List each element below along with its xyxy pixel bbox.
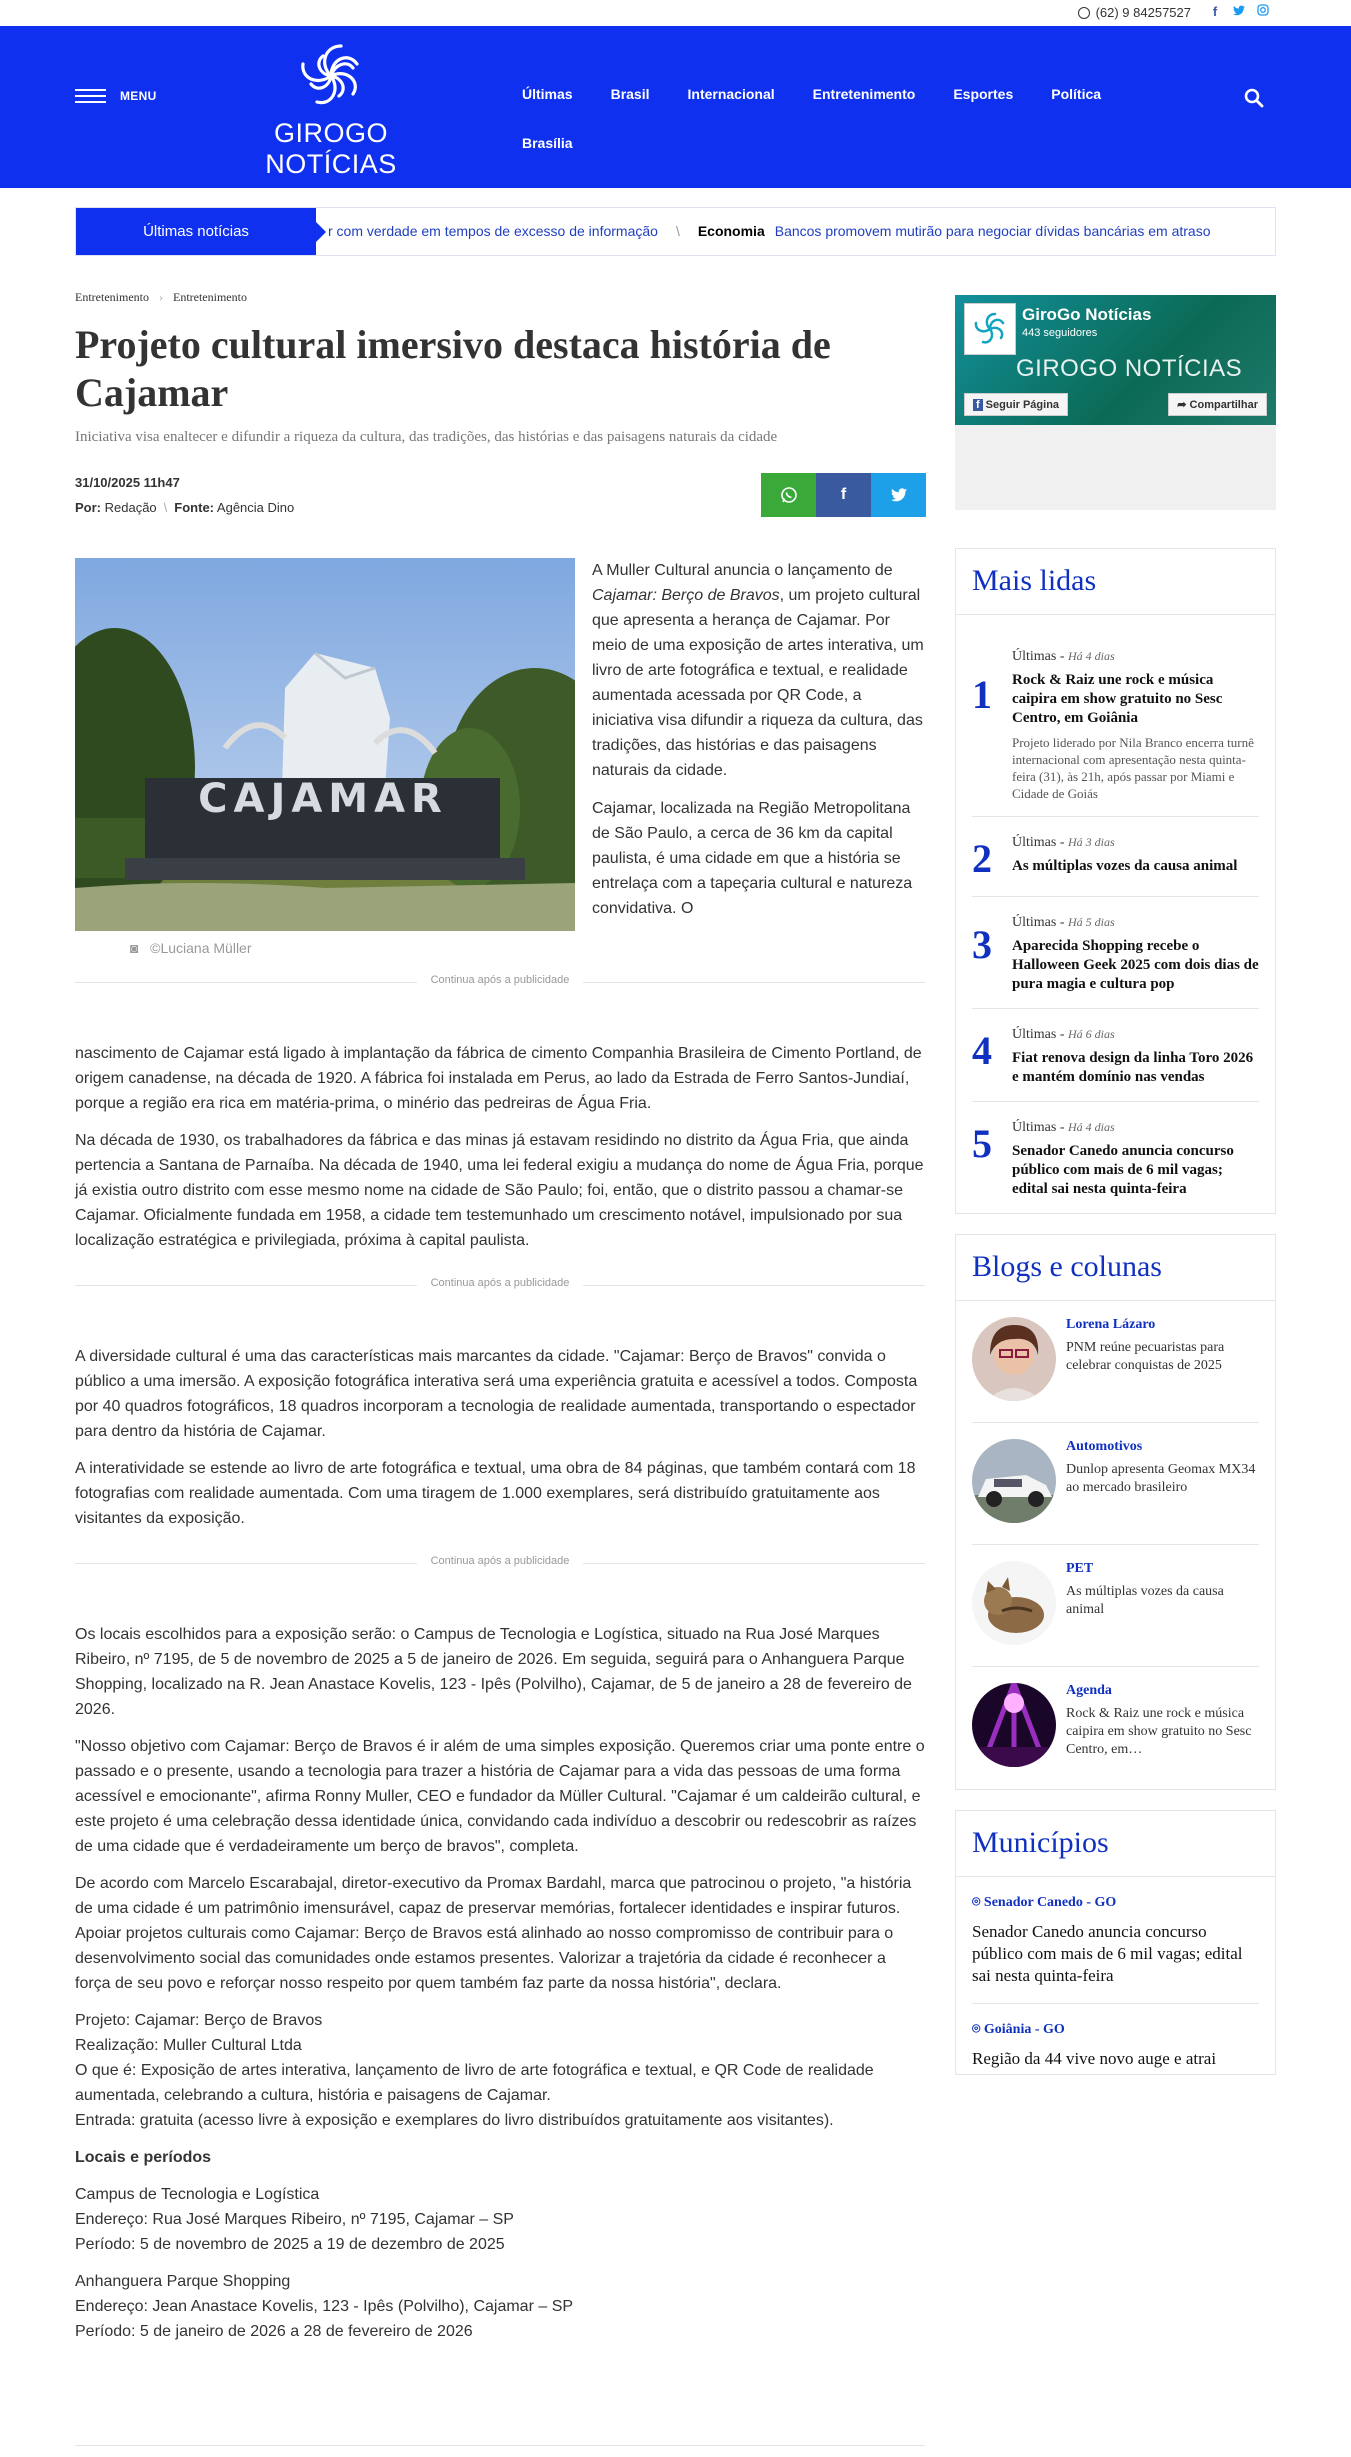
ticker-item[interactable]: r com verdade em tempos de excesso de informação [328, 223, 658, 239]
author: Redação [104, 500, 157, 515]
most-read-heading: Mais lidas [956, 549, 1275, 615]
spiral-logo-icon [970, 309, 1010, 349]
image-caption: ◙ ©Luciana Müller [130, 940, 252, 956]
facebook-page-widget [955, 295, 1276, 510]
blog-item[interactable]: Agenda Rock & Raiz une rock e música caipira em show gratuito no Sesc Centro, em… [972, 1667, 1259, 1789]
facebook-follow-button[interactable]: f Seguir Página [964, 393, 1068, 416]
svg-text:CAJAMAR: CAJAMAR [198, 776, 448, 822]
nav-brasilia[interactable]: Brasília [522, 135, 573, 151]
lead-paragraph: Cajamar, localizada na Região Metropolitana de São Paulo, a cerca de 36 km da capital paulista, é uma cidade em que a história se entrelaça com a tapeçaria cultural e natureza convidativa. O [592, 800, 913, 917]
municipios-heading: Municípios [956, 1811, 1275, 1877]
breadcrumb: Entretenimento › Entretenimento [75, 290, 247, 304]
spiral-logo-icon [291, 38, 371, 114]
facebook-followers: 443 seguidores [1022, 327, 1098, 339]
ticker-items: r com verdade em tempos de excesso de informação \ Economia Bancos promovem mutirão para negociar dívidas bancárias em atraso [328, 223, 1211, 239]
ticker-label: Últimas notícias [76, 208, 316, 255]
ad-separator: Continua após a publicidade [75, 1555, 925, 1571]
facebook-avatar [964, 303, 1016, 355]
article-lead [592, 558, 925, 934]
article-byline: Por: Redação \ Fonte: Agência Dino [75, 500, 295, 515]
facebook-icon: f [973, 399, 983, 411]
main-nav [522, 86, 1202, 184]
locations-heading: Locais e períodos [75, 2149, 212, 2166]
breadcrumb-item[interactable]: Entretenimento [75, 290, 149, 304]
blogs-box [955, 1234, 1276, 1790]
instagram-icon[interactable] [1257, 4, 1269, 19]
search-icon[interactable] [1244, 88, 1264, 108]
location-block: Campus de Tecnologia e Logística Endereço: Rua José Marques Ribeiro, nº 7195, Cajamar – SP Período: 5 de novembro de 2025 a 19 de dezembro de 2025 [75, 2186, 514, 2253]
article-body [75, 1622, 925, 2356]
paragraph: A diversidade cultural é uma das características mais marcantes da cidade. "Cajamar: Berço de Bravos" convida o público a uma imersão. A exposição fotográfica interativa será uma experiência gratuita e acessível a todos. Composta por 40 quadros fotográficos, 18 quadros incorporam a tecnologia de realidade aumentada, transportando o espectador para dentro da história de Cajamar. [75, 1348, 918, 1440]
facebook-share-button[interactable]: ➦ Compartilhar [1168, 393, 1267, 416]
share-twitter-button[interactable] [871, 473, 926, 517]
brand-name: GIROGO NOTÍCIAS [265, 118, 397, 179]
whatsapp-icon [780, 486, 798, 504]
blogs-heading: Blogs e colunas [956, 1235, 1275, 1301]
blog-avatar [972, 1317, 1056, 1401]
twitter-icon [891, 488, 907, 502]
social-links [1197, 4, 1269, 19]
paragraph: "Nosso objetivo com Cajamar: Berço de Bravos é ir além de uma simples exposição. Queremos criar uma ponte entre o passado e o presente, usando a tecnologia para trazer a história de Cajamar para a vida das pessoas de uma forma acessível e emocionante", afirma Ronny Muller, CEO e fundador da Müller Cultural. "Cajamar é um caldeirão cultural, e este projeto é uma celebração dessa identidade única, convidando cada indivíduo a descobrir ou redescobrir as raízes de uma cidade que é verdadeiramente um berço de bravos", completa. [75, 1738, 925, 1855]
article [75, 290, 925, 2340]
blog-thumbnail [972, 1561, 1056, 1645]
top-bar [0, 0, 1351, 26]
article-subtitle: Iniciativa visa enaltecer e difundir a riqueza da cultura, das tradições, das histórias e das paisagens naturais da cidade [75, 429, 778, 445]
location-block: Anhanguera Parque Shopping Endereço: Jean Anastace Kovelis, 123 - Ipês (Polvilho), Cajamar – SP Período: 5 de janeiro de 2026 a 28 de fevereiro de 2026 [75, 2273, 574, 2340]
nav-esportes[interactable]: Esportes [953, 86, 1014, 102]
paragraph: De acordo com Marcelo Escarabajal, diretor-executivo da Promax Bardahl, marca que patrocinou o projeto, "a história de uma cidade é um patrimônio imensurável, capaz de preservar memórias, fortalecer identidades e inspirar futuros. Apoiar projetos culturais como Cajamar: Berço de Bravos está alinhado ao nosso compromisso de contribuir para o desenvolvimento social das comunidades onde estamos presentes. Valorizar a trajetória da cidade é reconhecer a força de seu povo e reforçar nosso respeito por quem também faz parte da nossa história", declara. [75, 1875, 912, 1992]
blog-item[interactable]: Lorena Lázaro PNM reúne pecuaristas para celebrar conquistas de 2025 [972, 1301, 1259, 1423]
camera-icon: ◙ [130, 940, 139, 956]
source: Agência Dino [216, 500, 295, 515]
nav-internacional[interactable]: Internacional [687, 86, 775, 102]
menu-label: MENU [120, 89, 157, 103]
paragraph: Os locais escolhidos para a exposição serão: o Campus de Tecnologia e Logística, situado na Rua José Marques Ribeiro, nº 7195, de 5 de novembro de 2025 a 5 de janeiro de 2026. Em seguida, seguirá para o Anhanguera Parque Shopping, localizado na R. Jean Anastace Kovelis, 123 - Ipês (Polvilho), Cajamar, de 5 de janeiro a 28 de fevereiro de 2026. [75, 1626, 912, 1718]
ticker-item[interactable]: Bancos promovem mutirão para negociar dívidas bancárias em atraso [774, 223, 1211, 239]
ad-separator: Continua após a publicidade [75, 1277, 925, 1293]
municipios-box [955, 1810, 1276, 2075]
paragraph: Na década de 1930, os trabalhadores da fábrica e das minas já estavam residindo no distrito da Água Fria, que ainda pertencia a Santana de Parnaíba. Na década de 1940, uma lei federal exigiu a mudança do nome de Água Fria, porque já existia outro distrito com esse mesmo nome na cidade de São Paulo; foi, então, que o distrito passou a chamar-se Cajamar. Oficialmente fundada em 1958, a cidade tem testemunhado um crescimento notável, impulsionado por sua localização estratégica e privilegiada, próxima à capital paulista. [75, 1132, 924, 1249]
location-pin-icon: ⌾ [972, 1895, 981, 1910]
share-buttons [761, 473, 926, 517]
nav-entretenimento[interactable]: Entretenimento [812, 86, 916, 102]
news-ticker [75, 207, 1276, 256]
most-read-item[interactable]: 1 Últimas - Há 4 dias Rock & Raiz une rock e música caipira em show gratuito no Sesc Centro, em Goiânia Projeto liderado por Nila Branco encerra turnê internacional com apresentação nesta quinta-feira (31), às 21h, após passar por Miami e Cidade de Goiás [972, 615, 1259, 817]
article-title: Projeto cultural imersivo destaca história de Cajamar [75, 322, 831, 415]
phone-number: (62) 9 84257527 [1095, 5, 1191, 20]
menu-button[interactable] [75, 89, 157, 103]
facebook-cover[interactable] [955, 295, 1276, 425]
article-body [75, 1041, 925, 1265]
share-arrow-icon: ➦ [1177, 399, 1187, 411]
most-read-item[interactable]: 3 Últimas - Há 5 dias Aparecida Shopping recebe o Halloween Geek 2025 com dois dias de pura magia e cultura pop [972, 897, 1259, 1009]
most-read-item[interactable]: 4 Últimas - Há 6 dias Fiat renova design da linha Toro 2026 e mantém domínio nas vendas [972, 1009, 1259, 1102]
ad-separator: Continua após a publicidade [75, 974, 925, 990]
blog-item[interactable]: Automotivos Dunlop apresenta Geomax MX34 ao mercado brasileiro [972, 1423, 1259, 1545]
facebook-brand: GIROGO NOTÍCIAS [1016, 355, 1243, 382]
site-logo[interactable] [211, 38, 451, 180]
most-read-item[interactable]: 5 Últimas - Há 4 dias Senador Canedo anuncia concurso público com mais de 6 mil vagas; edital sai nesta quinta-feira [972, 1120, 1234, 1197]
share-whatsapp-button[interactable] [761, 473, 816, 517]
article-end-divider [75, 2445, 925, 2446]
site-header [0, 26, 1351, 188]
blog-item[interactable]: PET As múltiplas vozes da causa animal [972, 1545, 1259, 1667]
contact-phone[interactable] [1078, 5, 1191, 20]
lead-paragraph: A Muller Cultural anuncia o lançamento de Cajamar: Berço de Bravos, um projeto cultural que apresenta a herança de Cajamar. Por meio de uma exposição de artes interativa, um livro de arte fotográfica e textual, e realidade aumentada acessada por QR Code, a iniciativa visa difundir a riqueza da cultura, das tradições, das histórias e das paisagens naturais da cidade. [592, 562, 924, 779]
blog-thumbnail [972, 1683, 1056, 1767]
municipio-item[interactable]: ⌾ Goiânia - GO Região da 44 vive novo auge e atrai [972, 2022, 1217, 2068]
article-date: 31/10/2025 11h47 [75, 475, 180, 490]
facebook-icon: f [840, 486, 847, 503]
location-pin-icon: ⌾ [972, 2022, 981, 2037]
sidebar [955, 295, 1276, 2075]
twitter-icon[interactable] [1233, 4, 1245, 19]
blog-thumbnail [972, 1439, 1056, 1523]
article-body [75, 1344, 925, 1543]
article-image[interactable] [75, 558, 575, 931]
ticker-category: Economia [697, 223, 765, 239]
paragraph: nascimento de Cajamar está ligado à implantação da fábrica de cimento Companhia Brasileira de Cimento Portland, de origem canadense, na década de 1920. A fábrica foi instalada em Perus, ao lado da Estrada de Ferro Santos-Jundiaí, porque a região era rica em matéria-prima, o minério das pedreiras de Água Fria. [75, 1045, 922, 1112]
hamburger-icon [75, 89, 106, 103]
nav-brasil[interactable]: Brasil [610, 86, 650, 102]
facebook-icon[interactable]: f [1212, 4, 1218, 19]
share-facebook-button[interactable] [816, 473, 871, 517]
nav-ultimas[interactable]: Últimas [522, 86, 573, 102]
most-read-box [955, 548, 1276, 1214]
breadcrumb-item[interactable]: Entretenimento [172, 290, 247, 304]
paragraph: A interatividade se estende ao livro de arte fotográfica e textual, uma obra de 84 páginas, que também contará com 18 fotografias com realidade aumentada. Com uma tiragem de 1.000 exemplares, será distribuído gratuitamente aos visitantes da exposição. [75, 1460, 916, 1527]
nav-politica[interactable]: Política [1051, 86, 1102, 102]
whatsapp-icon [1078, 7, 1090, 19]
most-read-item[interactable]: 2 Últimas - Há 3 dias As múltiplas vozes da causa animal [972, 817, 1259, 897]
project-info: Projeto: Cajamar: Berço de Bravos Realização: Muller Cultural Ltda O que é: Exposição de artes interativa, lançamento de livro de arte fotográfica e textual, e QR Code de realidade aumentada, celebrando a cultura, história e paisagens de Cajamar. Entrada: gratuita (acesso livre à exposição e exemplares do livro distribuídos gratuitamente aos visitantes). [75, 2012, 874, 2129]
facebook-page-name[interactable]: GiroGo Notícias [1022, 305, 1152, 324]
municipio-item[interactable]: ⌾ Senador Canedo - GO Senador Canedo anuncia concurso público com mais de 6 mil vagas; edital sai nesta quinta-feira [972, 1877, 1259, 2004]
